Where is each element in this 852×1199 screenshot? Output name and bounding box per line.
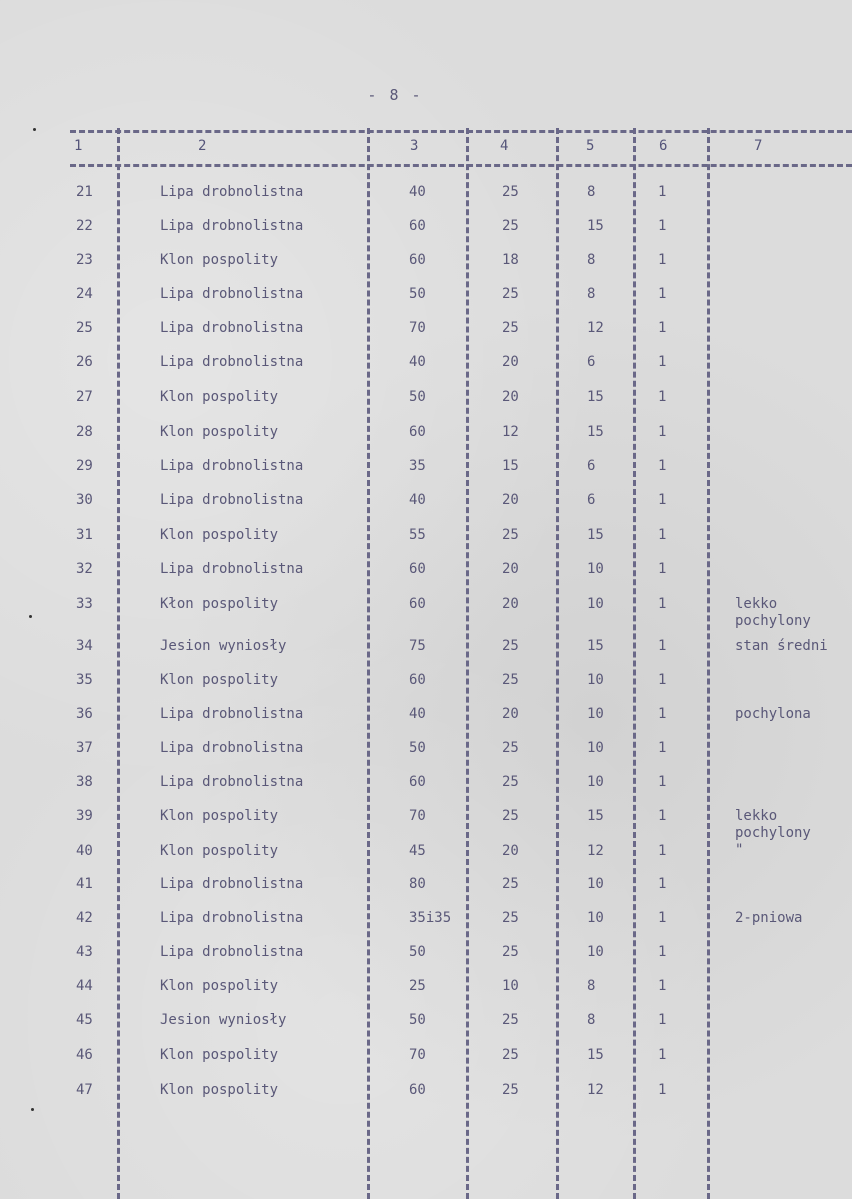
crown-value: 25 [502, 808, 519, 824]
crown-value: 20 [502, 843, 519, 859]
species-name: Lipa drobnolistna [160, 706, 304, 722]
crown-value: 25 [502, 527, 519, 543]
row-number: 34 [76, 638, 93, 654]
crown-value: 25 [502, 320, 519, 336]
crown-value: 25 [502, 1012, 519, 1028]
species-name: Lipa drobnolistna [160, 944, 304, 960]
row-number: 33 [76, 596, 93, 612]
trunk-circumference: 75 [409, 638, 426, 654]
row-number: 41 [76, 876, 93, 892]
crown-value: 25 [502, 218, 519, 234]
table-header-rule [70, 164, 852, 167]
crown-value: 18 [502, 252, 519, 268]
crown-value: 20 [502, 561, 519, 577]
trunk-circumference: 50 [409, 1012, 426, 1028]
count-value: 1 [658, 458, 667, 474]
count-value: 1 [658, 561, 667, 577]
crown-value: 25 [502, 1047, 519, 1063]
column-divider [707, 128, 710, 1199]
column-divider [633, 128, 636, 1199]
row-number: 26 [76, 354, 93, 370]
trunk-circumference: 70 [409, 808, 426, 824]
species-name: Lipa drobnolistna [160, 218, 304, 234]
count-value: 1 [658, 527, 667, 543]
trunk-circumference: 60 [409, 774, 426, 790]
column-divider [466, 128, 469, 1199]
species-name: Klon pospolity [160, 1082, 279, 1098]
row-number: 31 [76, 527, 93, 543]
crown-value: 25 [502, 910, 519, 926]
count-value: 1 [658, 808, 667, 824]
height-value: 8 [587, 252, 596, 268]
crown-value: 25 [502, 672, 519, 688]
species-name: Lipa drobnolistna [160, 774, 304, 790]
count-value: 1 [658, 910, 667, 926]
height-value: 12 [587, 320, 604, 336]
row-number: 46 [76, 1047, 93, 1063]
remarks: lekko pochylony [735, 596, 811, 629]
height-value: 10 [587, 910, 604, 926]
column-header: 1 [74, 138, 83, 154]
paper-speck [29, 615, 32, 618]
column-header: 3 [410, 138, 419, 154]
trunk-circumference: 35i35 [409, 910, 452, 926]
height-value: 10 [587, 740, 604, 756]
species-name: Klon pospolity [160, 978, 279, 994]
row-number: 29 [76, 458, 93, 474]
height-value: 6 [587, 354, 596, 370]
species-name: Klon pospolity [160, 389, 279, 405]
height-value: 15 [587, 424, 604, 440]
row-number: 38 [76, 774, 93, 790]
row-number: 25 [76, 320, 93, 336]
page-number: - 8 - [367, 86, 423, 104]
row-number: 22 [76, 218, 93, 234]
row-number: 37 [76, 740, 93, 756]
species-name: Klon pospolity [160, 252, 279, 268]
height-value: 10 [587, 596, 604, 612]
crown-value: 20 [502, 354, 519, 370]
count-value: 1 [658, 1082, 667, 1098]
species-name: Lipa drobnolistna [160, 184, 304, 200]
trunk-circumference: 60 [409, 1082, 426, 1098]
row-number: 23 [76, 252, 93, 268]
species-name: Lipa drobnolistna [160, 740, 304, 756]
trunk-circumference: 40 [409, 706, 426, 722]
trunk-circumference: 50 [409, 944, 426, 960]
crown-value: 25 [502, 638, 519, 654]
count-value: 1 [658, 978, 667, 994]
species-name: Klon pospolity [160, 527, 279, 543]
count-value: 1 [658, 424, 667, 440]
crown-value: 25 [502, 774, 519, 790]
crown-value: 25 [502, 876, 519, 892]
row-number: 40 [76, 843, 93, 859]
column-header: 5 [586, 138, 595, 154]
column-header: 2 [198, 138, 207, 154]
trunk-circumference: 40 [409, 492, 426, 508]
table-top-rule [70, 130, 852, 133]
row-number: 32 [76, 561, 93, 577]
remarks: stan średni [735, 638, 828, 654]
crown-value: 25 [502, 1082, 519, 1098]
count-value: 1 [658, 944, 667, 960]
height-value: 10 [587, 774, 604, 790]
trunk-circumference: 60 [409, 424, 426, 440]
count-value: 1 [658, 286, 667, 302]
trunk-circumference: 40 [409, 354, 426, 370]
count-value: 1 [658, 1047, 667, 1063]
column-header: 7 [754, 138, 763, 154]
row-number: 27 [76, 389, 93, 405]
trunk-circumference: 60 [409, 672, 426, 688]
count-value: 1 [658, 492, 667, 508]
column-divider [117, 128, 120, 1199]
height-value: 10 [587, 706, 604, 722]
crown-value: 20 [502, 389, 519, 405]
column-header: 6 [659, 138, 668, 154]
height-value: 15 [587, 638, 604, 654]
row-number: 36 [76, 706, 93, 722]
trunk-circumference: 70 [409, 1047, 426, 1063]
height-value: 10 [587, 944, 604, 960]
species-name: Lipa drobnolistna [160, 320, 304, 336]
column-divider [556, 128, 559, 1199]
height-value: 10 [587, 561, 604, 577]
species-name: Lipa drobnolistna [160, 354, 304, 370]
trunk-circumference: 25 [409, 978, 426, 994]
species-name: Lipa drobnolistna [160, 876, 304, 892]
species-name: Kłon pospolity [160, 596, 279, 612]
paper-speck [31, 1108, 34, 1111]
trunk-circumference: 50 [409, 286, 426, 302]
trunk-circumference: 40 [409, 184, 426, 200]
height-value: 15 [587, 1047, 604, 1063]
row-number: 35 [76, 672, 93, 688]
row-number: 44 [76, 978, 93, 994]
count-value: 1 [658, 876, 667, 892]
trunk-circumference: 70 [409, 320, 426, 336]
crown-value: 25 [502, 286, 519, 302]
trunk-circumference: 55 [409, 527, 426, 543]
species-name: Lipa drobnolistna [160, 286, 304, 302]
remarks: pochylona [735, 706, 811, 722]
count-value: 1 [658, 1012, 667, 1028]
column-divider [367, 128, 370, 1199]
crown-value: 20 [502, 706, 519, 722]
count-value: 1 [658, 706, 667, 722]
crown-value: 12 [502, 424, 519, 440]
trunk-circumference: 60 [409, 596, 426, 612]
trunk-circumference: 50 [409, 389, 426, 405]
height-value: 15 [587, 527, 604, 543]
height-value: 10 [587, 672, 604, 688]
height-value: 8 [587, 286, 596, 302]
trunk-circumference: 60 [409, 218, 426, 234]
trunk-circumference: 45 [409, 843, 426, 859]
count-value: 1 [658, 389, 667, 405]
trunk-circumference: 35 [409, 458, 426, 474]
height-value: 12 [587, 843, 604, 859]
count-value: 1 [658, 672, 667, 688]
height-value: 6 [587, 458, 596, 474]
height-value: 15 [587, 218, 604, 234]
row-number: 24 [76, 286, 93, 302]
species-name: Lipa drobnolistna [160, 910, 304, 926]
crown-value: 15 [502, 458, 519, 474]
count-value: 1 [658, 218, 667, 234]
count-value: 1 [658, 740, 667, 756]
row-number: 39 [76, 808, 93, 824]
count-value: 1 [658, 596, 667, 612]
height-value: 8 [587, 978, 596, 994]
species-name: Lipa drobnolistna [160, 561, 304, 577]
species-name: Lipa drobnolistna [160, 492, 304, 508]
row-number: 42 [76, 910, 93, 926]
species-name: Klon pospolity [160, 843, 279, 859]
height-value: 8 [587, 184, 596, 200]
height-value: 8 [587, 1012, 596, 1028]
count-value: 1 [658, 843, 667, 859]
species-name: Klon pospolity [160, 808, 279, 824]
species-name: Jesion wyniosły [160, 638, 287, 654]
trunk-circumference: 80 [409, 876, 426, 892]
species-name: Klon pospolity [160, 424, 279, 440]
height-value: 15 [587, 808, 604, 824]
crown-value: 25 [502, 944, 519, 960]
species-name: Klon pospolity [160, 1047, 279, 1063]
remarks: 2-pniowa [735, 910, 803, 926]
count-value: 1 [658, 320, 667, 336]
height-value: 6 [587, 492, 596, 508]
row-number: 21 [76, 184, 93, 200]
crown-value: 20 [502, 596, 519, 612]
row-number: 43 [76, 944, 93, 960]
count-value: 1 [658, 354, 667, 370]
row-number: 47 [76, 1082, 93, 1098]
crown-value: 20 [502, 492, 519, 508]
row-number: 30 [76, 492, 93, 508]
remarks: lekko pochylony " [735, 808, 811, 858]
paper-speck [33, 128, 36, 131]
row-number: 28 [76, 424, 93, 440]
count-value: 1 [658, 184, 667, 200]
trunk-circumference: 50 [409, 740, 426, 756]
species-name: Lipa drobnolistna [160, 458, 304, 474]
count-value: 1 [658, 252, 667, 268]
crown-value: 25 [502, 184, 519, 200]
height-value: 15 [587, 389, 604, 405]
crown-value: 10 [502, 978, 519, 994]
species-name: Klon pospolity [160, 672, 279, 688]
column-header: 4 [500, 138, 509, 154]
height-value: 12 [587, 1082, 604, 1098]
trunk-circumference: 60 [409, 252, 426, 268]
count-value: 1 [658, 638, 667, 654]
species-name: Jesion wyniosły [160, 1012, 287, 1028]
row-number: 45 [76, 1012, 93, 1028]
height-value: 10 [587, 876, 604, 892]
crown-value: 25 [502, 740, 519, 756]
trunk-circumference: 60 [409, 561, 426, 577]
count-value: 1 [658, 774, 667, 790]
